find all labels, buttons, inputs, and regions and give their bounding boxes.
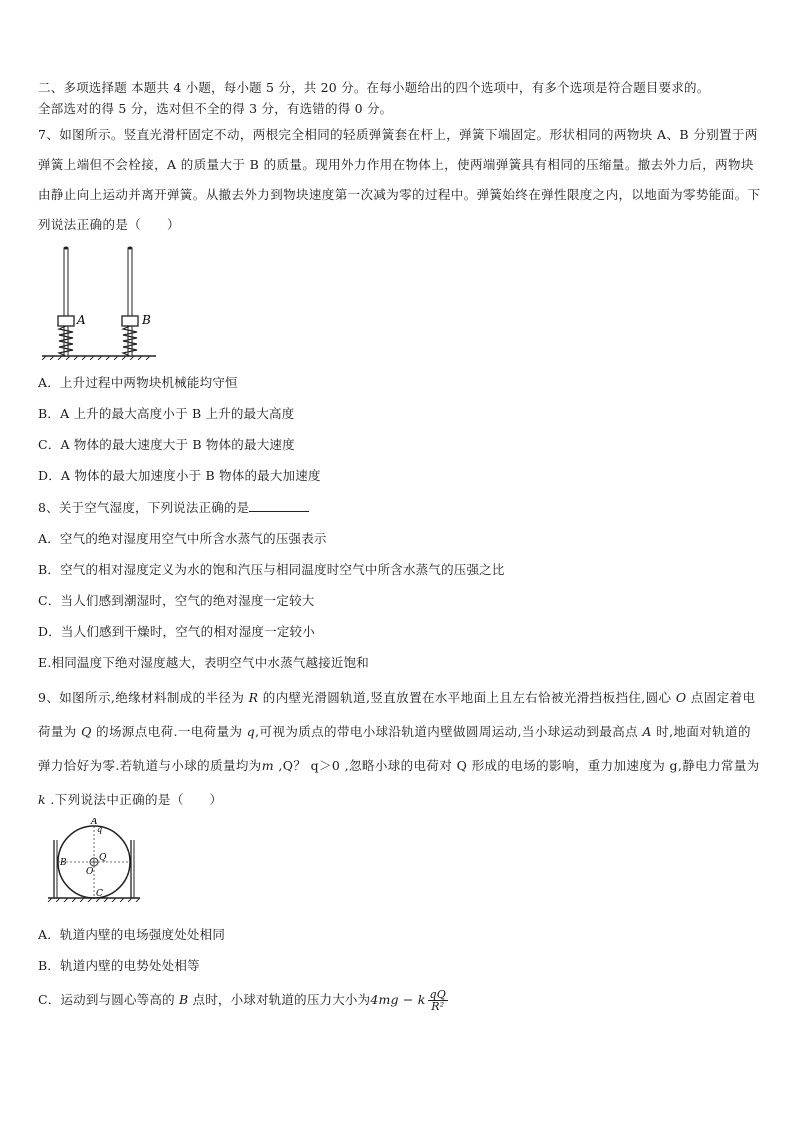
q7-stem: 7、如图所示。竖直光滑杆固定不动，两根完全相同的轻质弹簧套在杆上，弹簧下端固定。形状相同的两物块 A、B 分别置于两弹簧上端但不会栓接，A 的质量大于 B 的质量。现用外力作用在物体上，使两端弹簧具有相同的压缩量。撤去外力后，两物块由静止向上运动并离开弹簧。从撤去外力到物块速度第一次减为零的过程中。弹簧始终在弹性限度之内，以地面为零势能面。下列说法正确的是（ ） (38, 127, 761, 232)
label-b: B (142, 313, 151, 327)
q8-option-c: C．当人们感到潮湿时，空气的绝对湿度一定较大 (38, 593, 315, 608)
q9-circle-track-figure (44, 818, 144, 902)
label-a: A (77, 313, 86, 327)
q7-option-c: C．A 物体的最大速度大于 B 物体的最大速度 (38, 437, 295, 452)
label-C: C (96, 889, 103, 899)
q8-stem (38, 499, 309, 516)
q8-option-a: A．空气的绝对湿度用空气中所含水蒸气的压强表示 (38, 531, 327, 546)
section-heading-line2: 全部选对的得 5 分，选对但不全的得 3 分，有选错的得 0 分。 (38, 101, 393, 116)
label-O: O (86, 867, 94, 877)
formula: 4mg − k (370, 992, 426, 1007)
q7-option-a: A．上升过程中两物块机械能均守恒 (38, 375, 238, 390)
q9-stem: 9、如图所示,绝缘材料制成的半径为 R 的内壁光滑圆轨道,竖直放置在水平地面上且左右恰被光滑挡板挡住,圆心 O 点固定着电荷量为 Q 的场源点电荷.一电荷量为 q,可视为质点的带电小球沿轨道内壁做圆周运动,当小球运动到最高点 A 时,地面对轨道的弹力恰好为零.若轨道与小球的质量均为m ,Q？ q＞0 ,忽略小球的电荷对 Q 形成的电场的影响，重力加速度为 g,静电力常量为k .下列说法中正确的是（ ） (38, 690, 760, 807)
q9-option-b: B．轨道内壁的电势处处相等 (38, 958, 200, 973)
q7-option-b: B．A 上升的最大高度小于 B 上升的最大高度 (38, 406, 295, 421)
q7-spring-figure (40, 244, 160, 360)
label-q: q (97, 825, 103, 834)
q8-option-e: E.相同温度下绝对湿度越大，表明空气中水蒸气越接近饱和 (38, 655, 369, 670)
q8-option-d: D．当人们感到干燥时，空气的相对湿度一定较小 (38, 624, 315, 639)
q7-option-d: D．A 物体的最大加速度小于 B 物体的最大加速度 (38, 468, 321, 483)
section-heading-line1: 二、多项选择题 本题共 4 小题，每小题 5 分，共 20 分。在每小题给出的四个选项中，有多个选项是符合题目要求的。 (38, 80, 710, 95)
q8-option-b: B．空气的相对湿度定义为水的饱和汽压与相同温度时空气中所含水蒸气的压强之比 (38, 562, 505, 577)
fraction: $\frac{qQ}{\text{R²}}$ (429, 988, 446, 1013)
label-A: A (91, 818, 98, 827)
q9-option-a: A．轨道内壁的电场强度处处相同 (38, 927, 226, 942)
q8-stem-text: 8、关于空气湿度，下列说法正确的是 (38, 500, 250, 515)
answer-blank (249, 499, 309, 512)
q9-option-c: C．运动到与圆心等高的 B 点时，小球对轨道的压力大小为4mg − k $\frac{qQ}{\text{R²}}$ (38, 988, 446, 1013)
label-Q: Q (99, 853, 107, 863)
label-B: B (60, 858, 67, 868)
